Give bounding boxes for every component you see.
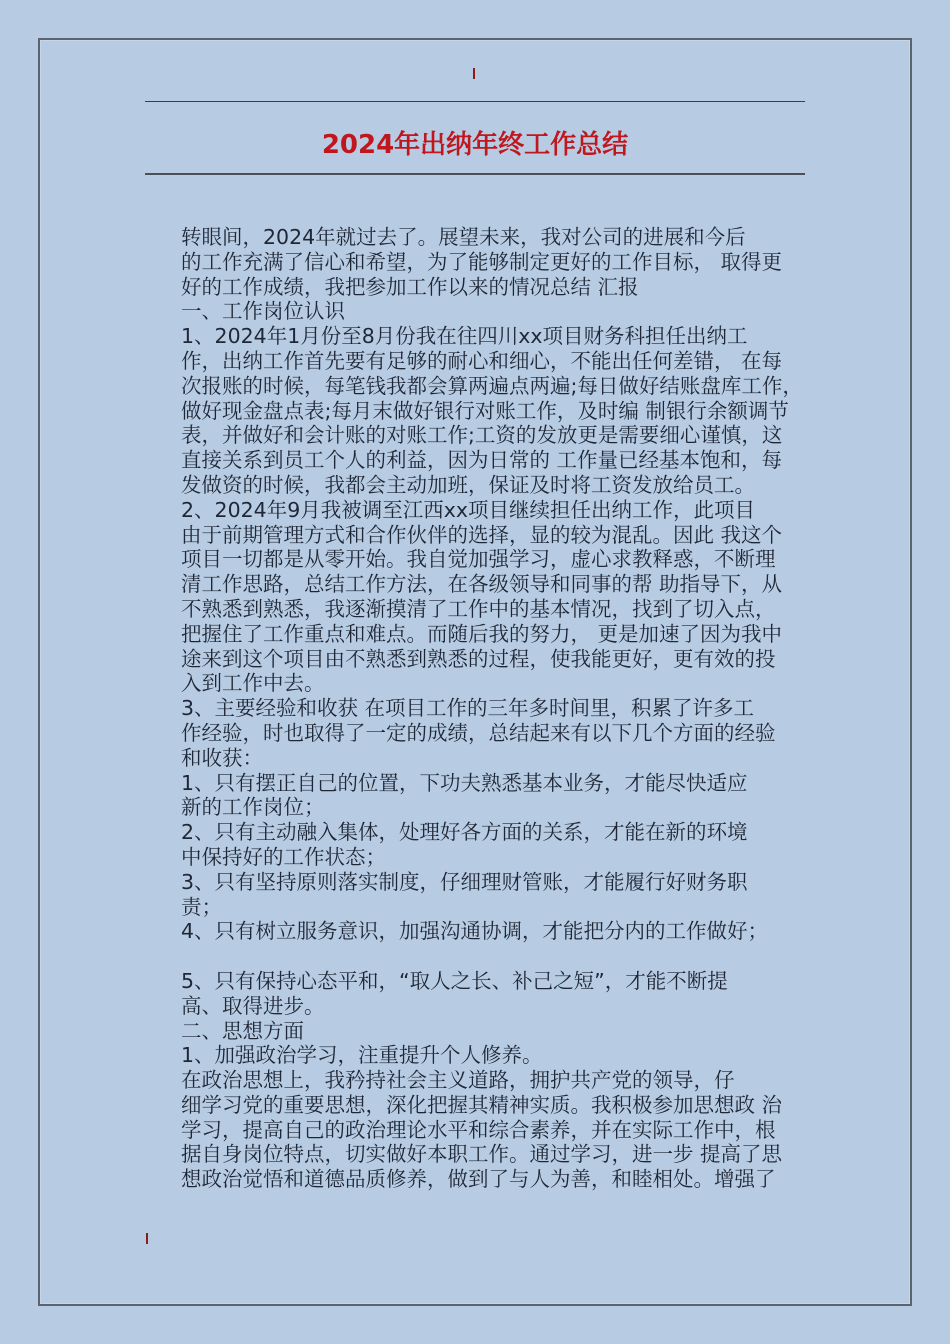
list-item-3: 3、只有坚持原则落实制度，仔细理财管账，才能履行好财务职 责； bbox=[181, 869, 748, 919]
title-divider bbox=[145, 173, 805, 175]
paragraph-intro: 转眼间，2024年就过去了。展望未来，我对公司的进展和今后 的工作充满了信心和希望，为了能够制定更好的工作目标， 取得更 好的工作成绩，我把参加工作以来的情况总结 汇报 bbox=[181, 225, 783, 299]
paragraph-3: 3、主要经验和收获 在项目工作的三年多时间里，积累了许多工 作经验，时也取得了一定的成绩，总结起来有以下几个方面的经验 和收获： bbox=[181, 696, 776, 770]
subheading-1: 1、加强政治学习，注重提升个人修养。 bbox=[181, 1043, 543, 1068]
list-item-1: 1、只有摆正自己的位置，下功夫熟悉基本业务，才能尽快适应 新的工作岗位； bbox=[181, 770, 748, 820]
list-item-4: 4、只有树立服务意识，加强沟通协调，才能把分内的工作做好； bbox=[181, 919, 769, 944]
paragraph-4: 在政治思想上，我矜持社会主义道路，拥护共产党的领导，仔 细学习党的重要思想，深化把握其精神实质。我积极参加思想政 治 学习，提高自己的政治理论水平和综合素养，并在实际工作中，根 据自身岗位特点，切实做好本职工作。通过学习，进一步 提高了思 想政治觉悟和道德品质修养，做到了与人为善，和睦相处。增强了 bbox=[181, 1068, 783, 1192]
paragraph-1: 1、2024年1月份至8月份我在往四川xx项目财务科担任出纳工 作，出纳工作首先要有足够的耐心和细心，不能出任何差错， 在每 次报账的时候，每笔钱我都会算两遍点两遍;每日做好结账盘库工作， 做好现金盘点表;每月末做好银行对账工作，及时编 制银行余额调节 表，并做好和会计账的对账工作;工资的发放更是需要细心谨慎，这 直接关系到员工个人的利益，因为日常的 工作量已经基本饱和，每 发做资的时候，我都会主动加班，保证及时将工资发放给员工。 bbox=[181, 324, 803, 497]
document-title: 2024年出纳年终工作总结 bbox=[321, 130, 629, 160]
paragraph-2: 2、2024年9月我被调至江西xx项目继续担任出纳工作，此项目 由于前期管理方式和合作伙伴的选择，显的较为混乱。因此 我这个 项目一切都是从零开始。我自觉加强学习，虚心求教释惑，不断理 清工作思路，总结工作方法，在各级领导和同事的帮 助指导下，从 不熟悉到熟悉，我逐渐摸清了工作中的基本情况，找到了切入点， 把握住了工作重点和难点。而随后我的努力， 更是加速了因为我中 途来到这个项目由不熟悉到熟悉的过程，使我能更好，更有效的投 入到工作中去。 bbox=[181, 497, 783, 696]
list-item-5: 5、只有保持心态平和，“取人之长、补己之短”，才能不断提 高、取得进步。 bbox=[181, 968, 728, 1018]
section-heading-1: 一、工作岗位认识 bbox=[181, 299, 345, 324]
section-heading-2: 二、思想方面 bbox=[181, 1018, 304, 1043]
list-item-2: 2、只有主动融入集体，处理好各方面的关系，才能在新的环境 中保持好的工作状态； bbox=[181, 820, 748, 869]
document-body bbox=[145, 225, 815, 1192]
blank-line bbox=[145, 944, 815, 969]
footer-mark bbox=[146, 1233, 148, 1244]
header-mark bbox=[473, 68, 475, 79]
header-rule bbox=[145, 101, 805, 102]
